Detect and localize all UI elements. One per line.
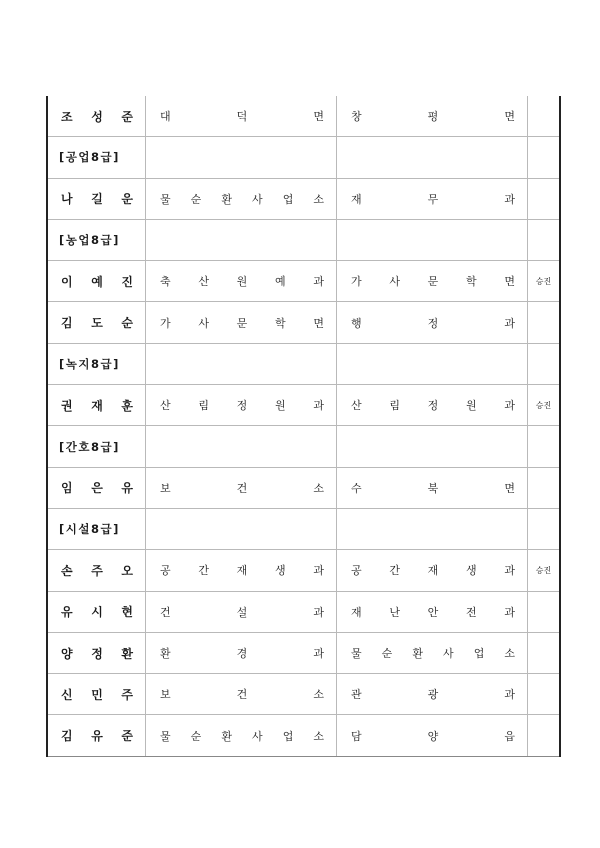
- previous-post-text: [146, 397, 336, 413]
- new-post: [337, 591, 528, 632]
- char: 준: [121, 109, 133, 124]
- grade-label-text: [공업8급]: [59, 150, 120, 165]
- char: 예: [274, 275, 286, 289]
- char: 물: [160, 192, 171, 206]
- char: 물: [351, 647, 362, 660]
- char: 전: [465, 605, 477, 619]
- char: 산: [160, 399, 171, 413]
- char: 과: [504, 605, 515, 619]
- char: 학: [465, 275, 477, 289]
- char: 간: [389, 564, 400, 578]
- empty-cell: [337, 426, 528, 467]
- previous-post-text: [146, 191, 336, 207]
- char: 환: [221, 729, 232, 743]
- char: 예: [91, 274, 103, 289]
- char: 환: [412, 647, 423, 660]
- char: 순: [381, 647, 393, 660]
- char: 현: [121, 605, 133, 620]
- remark-cell: [528, 302, 561, 343]
- grade-header-row: [47, 508, 560, 549]
- char: 무: [427, 192, 439, 206]
- char: 권: [61, 398, 73, 413]
- char: 생: [274, 564, 286, 578]
- char: 평: [427, 110, 439, 124]
- char: 주: [91, 563, 103, 578]
- person-name-text: [48, 108, 145, 125]
- person-name-text: [48, 190, 145, 207]
- char: 순: [190, 192, 202, 206]
- char: 관: [351, 688, 362, 702]
- remark-cell: [528, 178, 561, 219]
- char: 원: [274, 399, 286, 413]
- person-row: [47, 385, 560, 426]
- char: 사: [443, 647, 454, 660]
- person-name-text: [48, 645, 145, 662]
- empty-cell: [528, 219, 561, 260]
- previous-post: [146, 674, 337, 715]
- char: 과: [313, 647, 324, 660]
- char: 가: [160, 316, 171, 330]
- char: 정: [427, 399, 439, 413]
- char: 양: [427, 729, 439, 743]
- previous-post-text: [146, 273, 336, 289]
- char: 축: [160, 275, 171, 289]
- new-post-text: [337, 604, 527, 620]
- grade-header-row: [47, 343, 560, 384]
- empty-cell: [337, 219, 528, 260]
- new-post: [337, 715, 528, 756]
- char: 사: [252, 192, 263, 206]
- previous-post-text: [146, 315, 336, 331]
- char: 대: [160, 110, 171, 124]
- person-name: [47, 674, 146, 715]
- empty-cell: [528, 426, 561, 467]
- remark-cell: [528, 591, 561, 632]
- char: 과: [313, 605, 324, 619]
- remark-cell: [528, 96, 561, 137]
- char: 과: [504, 399, 515, 413]
- char: 과: [313, 399, 324, 413]
- char: 원: [236, 275, 248, 289]
- previous-post: [146, 591, 337, 632]
- remark-cell: [528, 385, 561, 426]
- previous-post: [146, 178, 337, 219]
- grade-header-row: [47, 426, 560, 467]
- new-post: [337, 550, 528, 591]
- remark-text: 승진: [535, 400, 552, 410]
- char: 오: [121, 563, 133, 578]
- grade-label-text: [시설8급]: [59, 522, 120, 537]
- char: 난: [389, 605, 400, 619]
- char: 물: [160, 729, 171, 743]
- person-name: [47, 96, 146, 137]
- char: 문: [236, 316, 248, 330]
- char: 정: [427, 316, 439, 330]
- person-name: [47, 261, 146, 302]
- previous-post-text: [146, 562, 336, 578]
- char: 면: [313, 316, 324, 330]
- person-name-text: [48, 479, 145, 496]
- grade-label-text: [간호8급]: [59, 439, 120, 454]
- new-post: [337, 261, 528, 302]
- new-post: [337, 385, 528, 426]
- char: 사: [198, 316, 209, 330]
- char: 주: [121, 687, 133, 702]
- person-name: [47, 550, 146, 591]
- remark-cell: [528, 715, 561, 756]
- char: 안: [427, 605, 439, 619]
- person-row: [47, 467, 560, 508]
- grade-label: [47, 343, 146, 384]
- new-post: [337, 96, 528, 137]
- person-name-text: [48, 603, 145, 620]
- char: 면: [313, 110, 324, 124]
- previous-post-text: [146, 604, 336, 620]
- remark-cell: [528, 632, 561, 673]
- char: 림: [198, 399, 209, 413]
- new-post-text: [337, 108, 527, 124]
- char: 길: [91, 192, 103, 207]
- previous-post-text: [146, 645, 336, 661]
- person-name-text: [48, 273, 145, 290]
- char: 조: [61, 109, 73, 124]
- char: 림: [389, 399, 400, 413]
- char: 순: [121, 316, 133, 331]
- char: 과: [504, 564, 515, 578]
- new-post: [337, 302, 528, 343]
- empty-cell: [337, 508, 528, 549]
- char: 건: [160, 605, 171, 619]
- char: 공: [160, 564, 171, 578]
- char: 이: [61, 274, 73, 289]
- new-post-text: [337, 562, 527, 578]
- char: 읍: [504, 729, 515, 743]
- char: 학: [274, 316, 286, 330]
- previous-post-text: [146, 686, 336, 702]
- empty-cell: [337, 343, 528, 384]
- char: 창: [351, 110, 362, 124]
- char: 소: [313, 192, 324, 206]
- char: 과: [313, 564, 324, 578]
- new-post: [337, 178, 528, 219]
- new-post-text: [337, 645, 527, 661]
- char: 유: [61, 605, 73, 620]
- grade-label: [47, 137, 146, 178]
- person-name: [47, 467, 146, 508]
- empty-cell: [146, 508, 337, 549]
- new-post-text: [337, 480, 527, 496]
- remark-cell: [528, 467, 561, 508]
- person-name-text: [48, 397, 145, 414]
- new-post-text: [337, 315, 527, 331]
- char: 행: [351, 316, 362, 330]
- char: 업: [473, 647, 485, 660]
- personnel-table: [46, 96, 561, 757]
- grade-label-text: [농업8급]: [59, 233, 120, 248]
- char: 건: [236, 481, 248, 495]
- previous-post: [146, 302, 337, 343]
- empty-cell: [146, 426, 337, 467]
- char: 김: [61, 316, 73, 331]
- char: 재: [427, 564, 439, 578]
- char: 사: [252, 729, 263, 743]
- person-row: [47, 632, 560, 673]
- person-name: [47, 385, 146, 426]
- previous-post: [146, 715, 337, 756]
- char: 유: [121, 481, 133, 496]
- grade-header-row: [47, 137, 560, 178]
- char: 산: [351, 399, 362, 413]
- char: 민: [91, 687, 103, 702]
- char: 가: [351, 275, 362, 289]
- previous-post-text: [146, 728, 336, 744]
- char: 생: [465, 564, 477, 578]
- person-row: [47, 178, 560, 219]
- char: 담: [351, 729, 362, 743]
- char: 과: [504, 688, 515, 702]
- new-post: [337, 674, 528, 715]
- person-name-text: [48, 314, 145, 331]
- char: 은: [91, 481, 103, 496]
- char: 순: [190, 729, 202, 743]
- char: 재: [236, 564, 248, 578]
- char: 손: [61, 563, 73, 578]
- char: 준: [121, 729, 133, 744]
- char: 보: [160, 688, 171, 702]
- person-name-text: [48, 562, 145, 579]
- char: 덕: [236, 110, 248, 124]
- char: 재: [91, 398, 103, 413]
- remark-text: 승진: [535, 565, 552, 575]
- previous-post: [146, 261, 337, 302]
- char: 면: [504, 110, 515, 124]
- previous-post: [146, 96, 337, 137]
- char: 운: [121, 192, 133, 207]
- new-post: [337, 467, 528, 508]
- remark-cell: [528, 550, 561, 591]
- grade-label-text: [녹지8급]: [59, 356, 120, 371]
- char: 과: [504, 316, 515, 330]
- new-post-text: [337, 273, 527, 289]
- char: 환: [160, 647, 171, 660]
- person-row: [47, 96, 560, 137]
- person-row: [47, 674, 560, 715]
- char: 업: [282, 192, 294, 206]
- char: 정: [236, 399, 248, 413]
- char: 양: [61, 646, 73, 661]
- empty-cell: [528, 508, 561, 549]
- person-name: [47, 591, 146, 632]
- char: 면: [504, 481, 515, 495]
- person-name: [47, 715, 146, 756]
- char: 소: [313, 481, 324, 495]
- remark-cell: [528, 261, 561, 302]
- char: 신: [61, 687, 73, 702]
- previous-post: [146, 632, 337, 673]
- char: 시: [91, 605, 103, 620]
- empty-cell: [146, 219, 337, 260]
- char: 설: [236, 605, 248, 619]
- previous-post: [146, 550, 337, 591]
- char: 보: [160, 481, 171, 495]
- char: 김: [61, 729, 73, 744]
- char: 재: [351, 605, 362, 619]
- char: 나: [61, 192, 73, 207]
- char: 북: [427, 481, 439, 495]
- previous-post-text: [146, 480, 336, 496]
- person-name-text: [48, 686, 145, 703]
- char: 소: [313, 688, 324, 702]
- char: 사: [389, 275, 400, 289]
- person-name: [47, 302, 146, 343]
- new-post-text: [337, 728, 527, 744]
- personnel-table-body: [47, 96, 560, 756]
- char: 건: [236, 688, 248, 702]
- char: 진: [121, 274, 133, 289]
- char: 정: [91, 646, 103, 661]
- char: 훈: [121, 398, 133, 413]
- char: 과: [313, 275, 324, 289]
- char: 소: [313, 729, 324, 743]
- remark-cell: [528, 674, 561, 715]
- previous-post: [146, 385, 337, 426]
- grade-label: [47, 508, 146, 549]
- char: 광: [427, 688, 439, 702]
- person-row: [47, 715, 560, 756]
- empty-cell: [528, 137, 561, 178]
- new-post-text: [337, 397, 527, 413]
- empty-cell: [146, 137, 337, 178]
- person-row: [47, 591, 560, 632]
- char: 성: [91, 109, 103, 124]
- person-name: [47, 632, 146, 673]
- char: 임: [61, 481, 73, 496]
- new-post-text: [337, 191, 527, 207]
- char: 재: [351, 192, 362, 206]
- char: 원: [465, 399, 477, 413]
- person-row: [47, 302, 560, 343]
- empty-cell: [337, 137, 528, 178]
- char: 소: [504, 647, 515, 660]
- char: 산: [198, 275, 209, 289]
- char: 과: [504, 192, 515, 206]
- person-row: [47, 261, 560, 302]
- person-row: [47, 550, 560, 591]
- person-name: [47, 178, 146, 219]
- new-post-text: [337, 686, 527, 702]
- char: 수: [351, 481, 362, 495]
- char: 업: [282, 729, 294, 743]
- char: 유: [91, 729, 103, 744]
- char: 환: [221, 192, 232, 206]
- new-post: [337, 632, 528, 673]
- grade-label: [47, 426, 146, 467]
- empty-cell: [146, 343, 337, 384]
- char: 환: [121, 646, 133, 661]
- char: 문: [427, 275, 439, 289]
- previous-post-text: [146, 108, 336, 124]
- remark-text: 승진: [535, 276, 552, 286]
- grade-label: [47, 219, 146, 260]
- char: 면: [504, 275, 515, 289]
- grade-header-row: [47, 219, 560, 260]
- person-name-text: [48, 727, 145, 744]
- empty-cell: [528, 343, 561, 384]
- char: 공: [351, 564, 362, 578]
- char: 간: [198, 564, 209, 578]
- char: 경: [236, 647, 248, 660]
- char: 도: [91, 316, 103, 331]
- previous-post: [146, 467, 337, 508]
